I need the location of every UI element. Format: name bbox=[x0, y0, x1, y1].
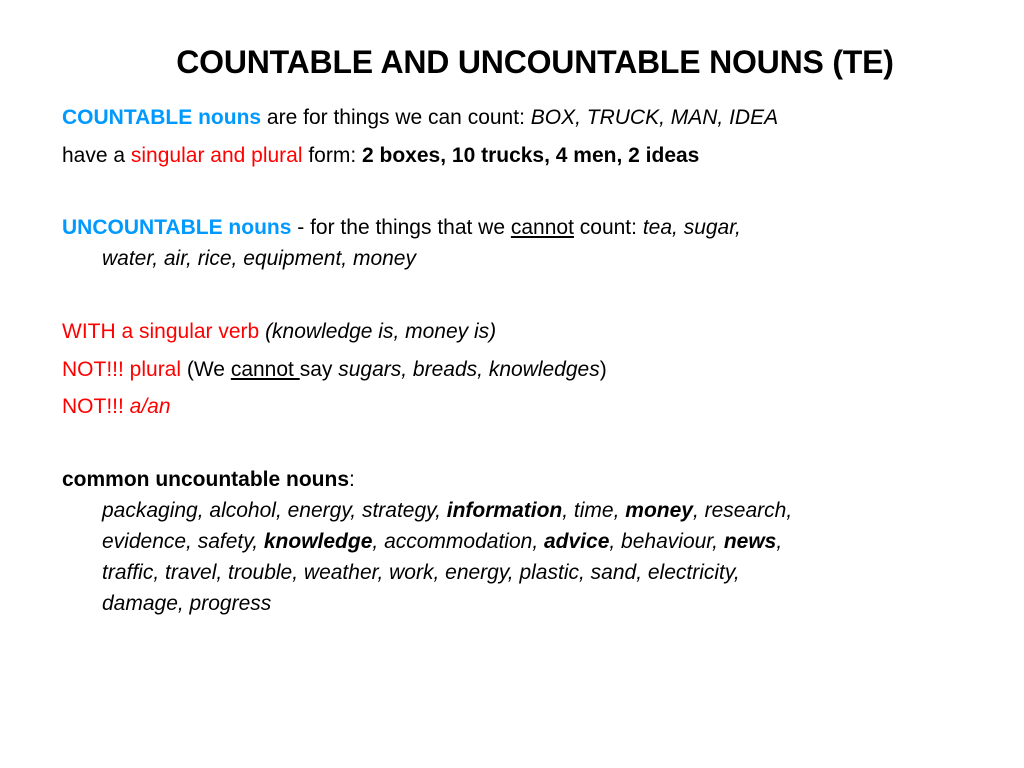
common-word-knowledge: knowledge bbox=[263, 530, 373, 553]
countable-line2-prefix: have a bbox=[62, 144, 131, 167]
common-l2-c: , accommodation, bbox=[372, 530, 544, 553]
common-list-line-3: traffic, travel, trouble, weather, work, energy, plastic, sand, electricity, bbox=[102, 561, 740, 584]
uncountable-desc-a: - for the things that we bbox=[291, 216, 511, 239]
rule-not-plural-cannot: cannot bbox=[230, 358, 300, 381]
singular-plural-text: singular and plural bbox=[130, 144, 303, 167]
countable-line2-mid: form: bbox=[302, 144, 363, 167]
rule-singular-verb-text: WITH a singular verb bbox=[62, 320, 266, 343]
uncountable-examples-a: tea, sugar, bbox=[642, 216, 741, 239]
rule-not-plural-b: say bbox=[299, 358, 339, 381]
rule-not-plural bbox=[62, 356, 607, 384]
common-l1-a: packaging, alcohol, energy, strategy, bbox=[102, 499, 447, 522]
plural-examples: 2 boxes, 10 trucks, 4 men, 2 ideas bbox=[362, 144, 700, 167]
common-heading: common uncountable nouns bbox=[62, 468, 349, 491]
rule-not-plural-c: ) bbox=[599, 358, 607, 381]
common-word-information: information bbox=[446, 499, 563, 522]
common-word-news: news bbox=[723, 530, 777, 553]
uncountable-term: UNCOUNTABLE nouns bbox=[62, 216, 292, 239]
common-l2-g: , bbox=[776, 530, 783, 553]
common-l2-e: , behaviour, bbox=[609, 530, 724, 553]
rule-not-article bbox=[62, 393, 171, 421]
common-list-line-2 bbox=[102, 528, 782, 556]
rule-singular-verb-example: (knowledge is, money is) bbox=[265, 320, 497, 343]
common-l1-c: , time, bbox=[562, 499, 626, 522]
rule-singular-verb bbox=[62, 318, 496, 346]
common-list-line-1 bbox=[102, 497, 792, 525]
rule-not-plural-text: NOT!!! plural bbox=[62, 358, 182, 381]
common-l2-a: evidence, safety, bbox=[102, 530, 264, 553]
uncountable-examples-b: water, air, rice, equipment, money bbox=[102, 247, 416, 270]
uncountable-line-1 bbox=[62, 214, 741, 242]
common-list-line-4: damage, progress bbox=[102, 592, 272, 615]
countable-examples: BOX, TRUCK, MAN, IDEA bbox=[530, 106, 779, 129]
common-word-money: money bbox=[625, 499, 693, 522]
uncountable-desc-b: count: bbox=[573, 216, 643, 239]
rule-not-article-example: a/an bbox=[129, 395, 171, 418]
common-l1-e: , research, bbox=[692, 499, 793, 522]
rule-not-article-text: NOT!!! bbox=[62, 395, 130, 418]
rule-not-plural-examples: sugars, breads, knowledges bbox=[338, 358, 600, 381]
rule-not-plural-a: (We bbox=[181, 358, 231, 381]
countable-desc: are for things we can count: bbox=[261, 106, 531, 129]
common-word-advice: advice bbox=[544, 530, 610, 553]
countable-term: COUNTABLE nouns bbox=[62, 106, 262, 129]
uncountable-cannot: cannot bbox=[510, 216, 574, 239]
common-heading-colon: : bbox=[349, 468, 355, 491]
countable-line-2 bbox=[62, 142, 699, 170]
countable-line-1 bbox=[62, 104, 778, 132]
common-heading-line bbox=[62, 466, 355, 494]
slide-title: COUNTABLE AND UNCOUNTABLE NOUNS (TE) bbox=[176, 44, 894, 80]
